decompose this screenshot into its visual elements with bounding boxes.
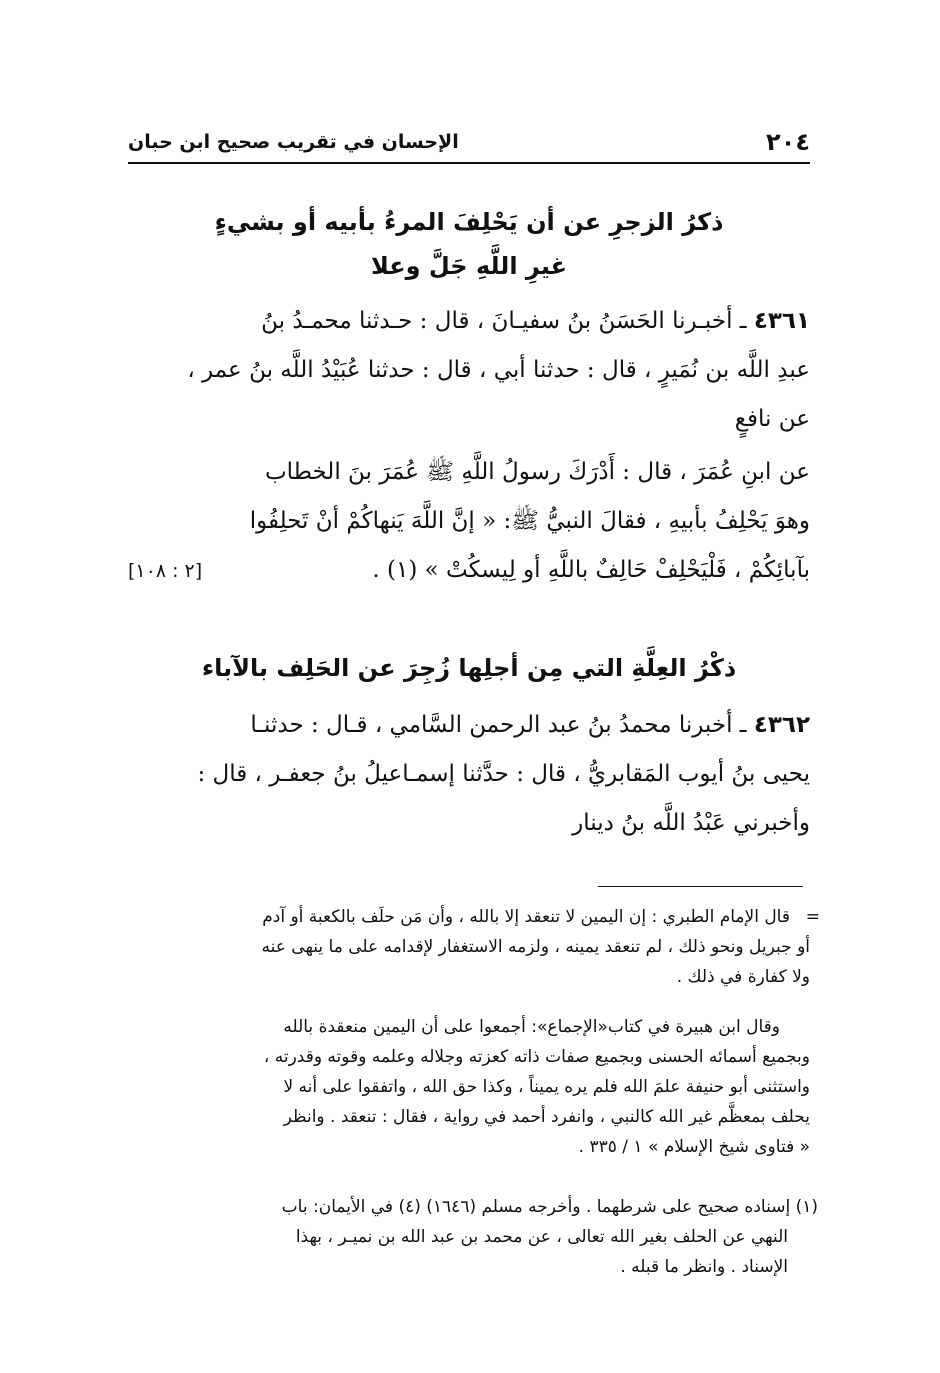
hadith-isnad-4362 [128, 701, 810, 848]
matn-line: بآبائِكُمْ ، فَلْيَحْلِفْ حَالِفٌ باللَّهِ أو لِيسكُتْ » (١) . [372, 557, 810, 583]
footnote-line: وبجميع أسمائه الحسنى وبجميع صفات ذاته كعزته وجلاله وعلمه وقوته وقدرته ، [263, 1047, 810, 1067]
isnad-line: وأخبرني عَبْدُ اللَّه بنُ دينار [572, 810, 810, 836]
footnote-line: وقال ابن هبيرة في كتاب«الإجماع»: أجمعوا على أن اليمين منعقدة بالله [283, 1017, 780, 1037]
matn-line: وهوَ يَحْلِفُ بأبيهِ ، فقالَ النبيُّ ﷺ: « إنَّ اللَّهَ يَنهاكُمْ أنْ تَحلِفُوا [249, 508, 810, 534]
isnad-line: عبدِ اللَّه بن نُمَيرٍ ، قال : حدثنا أبي ، قال : حدثنا عُبَيْدُ اللَّه بنُ عمر ، [187, 357, 810, 383]
isnad-line: ـ أخبـرنا الحَسَنُ بنُ سفيـانَ ، قال : حـدثنا محمـدُ بنُ [261, 308, 747, 334]
isnad-line: يحيى بنُ أيوب المَقابريُّ ، قال : حدَّثنا إسمـاعيلُ بنُ جعفـر ، قال : [197, 761, 810, 787]
heading-line: ذكْرُ العِلَّةِ التي مِن أجلِها زُجِرَ عن الحَلِف بالآباء [201, 654, 737, 682]
footnote-line: واستثنى أبو حنيفة علمَ الله فلم يره يميناً ، وكذا حق الله ، واتفقوا على أنه لا [283, 1077, 810, 1097]
heading-line: ذكرُ الزجرِ عن أن يَحْلِفَ المرءُ بأبيه أو بشيءٍ [214, 208, 724, 236]
hadith-number: ٤٣٦٢ [753, 712, 810, 738]
page-header [128, 124, 810, 160]
footnote-1 [128, 1192, 818, 1282]
running-title: الإحسان في تقريب صحيح ابن حبان [128, 131, 459, 153]
footnote-line: أو جبريل ونحو ذلك ، لم تنعقد يمينه ، ولزمه الاستغفار لإقدامه على ما ينهى عنه [261, 937, 810, 957]
hadith-matn-4361 [128, 448, 810, 596]
page-number: ٢٠٤ [766, 128, 810, 156]
footnote-paragraph [128, 1012, 810, 1162]
continuation-mark: = [805, 907, 820, 927]
footnote-line: (١) إسناده صحيح على شرطهما . وأخرجه مسلم (١٦٤٦) (٤) في الأيمان: باب [281, 1197, 818, 1217]
footnote-line: الإسناد . وانظر ما قبله . [620, 1257, 788, 1277]
heading-line: غيرِ اللَّهِ جَلَّ وعلا [370, 252, 568, 280]
footnote-line: ولا كفارة في ذلك . [676, 967, 810, 987]
footnote-continuation [128, 902, 820, 992]
footnote-line: « فتاوى شيخ الإسلام » ١ / ٣٣٥ . [578, 1137, 810, 1157]
isnad-line: عن نافعٍ [734, 406, 810, 432]
source-reference: [٢ : ١٠٨] [128, 560, 203, 582]
footnote-line: قال الإمام الطبري : إن اليمين لا تنعقد إلا بالله ، وأن مَن حلَف بالكعبة أو آدم [262, 907, 790, 927]
footnote-divider [598, 886, 803, 887]
footnote-line: النهي عن الحلف بغير الله تعالى ، عن محمد بن عبد الله بن نميـر ، بهذا [295, 1227, 788, 1247]
section-heading-1 [128, 200, 810, 288]
hadith-isnad-4361 [128, 297, 810, 444]
header-divider [128, 162, 810, 164]
isnad-line: ـ أخبرنا محمدُ بنُ عبد الرحمن السَّامي ، قـال : حدثنـا [250, 712, 747, 738]
hadith-number: ٤٣٦١ [753, 308, 810, 334]
matn-line: عن ابنِ عُمَرَ ، قال : أَدْرَكَ رسولُ اللَّهِ ﷺ عُمَرَ بنَ الخطاب [264, 459, 810, 485]
footnote-line: يحلف بمعظَّم غير الله كالنبي ، وانفرد أحمد في رواية ، فقال : تنعقد . وانظر [283, 1107, 810, 1127]
section-heading-2 [128, 646, 810, 690]
